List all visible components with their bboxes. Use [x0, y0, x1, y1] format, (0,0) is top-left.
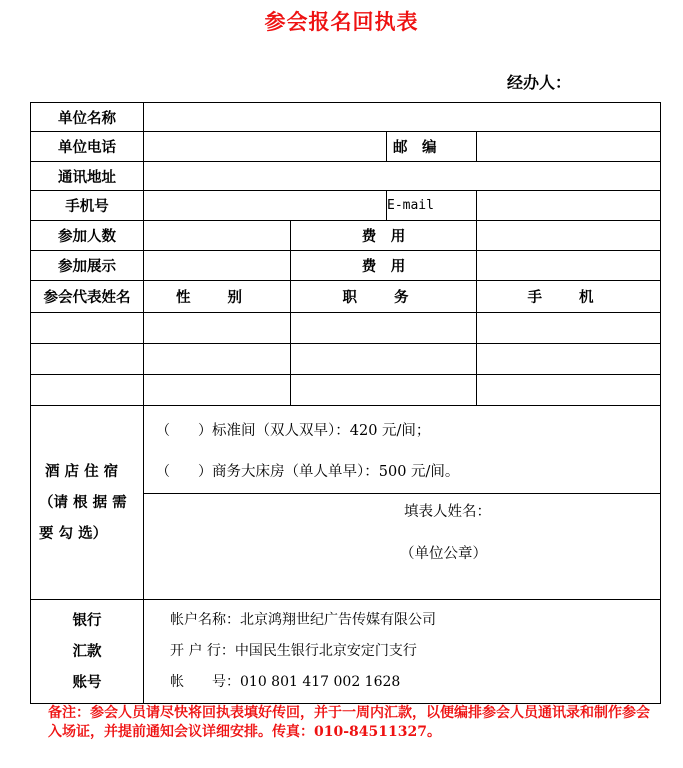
attendees-label: 参加人数	[31, 221, 144, 251]
hotel-label-line1: 酒 店 住 宿	[45, 463, 119, 480]
exhibit-field[interactable]	[144, 251, 291, 281]
table-row	[31, 344, 661, 375]
address-label: 通讯地址	[31, 162, 144, 191]
email-field[interactable]	[477, 191, 661, 221]
fee-field-2[interactable]	[477, 251, 661, 281]
hotel-label	[31, 406, 144, 600]
note-text: 备注：参会人员请尽快将回执表填好传回，并于一周内汇款，以便编排参会人员通讯录和制作参会入场证，并提前通知会议详细安排。传真：010-84511327。	[48, 705, 650, 740]
hotel-option2-label: 商务大床房（单人单早）：500 元/间。	[212, 463, 460, 480]
postcode-field[interactable]	[477, 132, 661, 162]
bank-label-line1: 银行	[72, 612, 102, 629]
delegate-name-cell[interactable]	[31, 344, 144, 375]
hotel-option2-checkbox[interactable]: （ ）	[156, 463, 212, 480]
seal-label: （单位公章）	[400, 546, 487, 562]
filler-name-label: 填表人姓名：	[404, 504, 491, 520]
address-field[interactable]	[144, 162, 661, 191]
table-row	[31, 375, 661, 406]
delegate-name-cell[interactable]	[31, 313, 144, 344]
fee-field-1[interactable]	[477, 221, 661, 251]
delegate-name-header: 参会代表姓名	[31, 281, 144, 313]
position-cell[interactable]	[291, 375, 477, 406]
filler-cell	[144, 494, 661, 600]
cellphone-header: 手 机	[477, 281, 661, 313]
position-cell[interactable]	[291, 344, 477, 375]
registration-form	[30, 102, 661, 704]
bank-label-line3: 账号	[72, 674, 102, 691]
email-label: E-mail	[387, 191, 477, 221]
table-row	[31, 313, 661, 344]
mobile-label: 手机号	[31, 191, 144, 221]
gender-cell[interactable]	[144, 344, 291, 375]
postcode-label: 邮 编	[387, 132, 477, 162]
gender-cell[interactable]	[144, 375, 291, 406]
unit-phone-label: 单位电话	[31, 132, 144, 162]
fee-label-1: 费 用	[291, 221, 477, 251]
account-name: 帐户名称：北京鸿翔世纪广告传媒有限公司	[170, 612, 436, 628]
gender-cell[interactable]	[144, 313, 291, 344]
delegate-name-cell[interactable]	[31, 375, 144, 406]
hotel-label-line3: 要 勾 选）	[39, 525, 108, 542]
cellphone-cell[interactable]	[477, 313, 661, 344]
position-header: 职 务	[291, 281, 477, 313]
hotel-options	[144, 406, 661, 494]
fee-label-2: 费 用	[291, 251, 477, 281]
handler-label: 经办人：	[507, 73, 572, 92]
hotel-option1-checkbox[interactable]: （ ）	[156, 422, 212, 439]
unit-name-field[interactable]	[144, 103, 661, 132]
page-title: 参会报名回执表	[264, 9, 419, 34]
mobile-field[interactable]	[144, 191, 387, 221]
position-cell[interactable]	[291, 313, 477, 344]
hotel-label-line2: （请 根 据 需	[39, 494, 127, 511]
bank-name: 开 户 行：中国民生银行北京安定门支行	[170, 643, 417, 659]
bank-details	[144, 600, 661, 704]
bank-label-line2: 汇款	[72, 643, 102, 660]
account-number: 帐 号：010 801 417 002 1628	[170, 674, 401, 690]
attendees-field[interactable]	[144, 221, 291, 251]
hotel-option1-label: 标准间（双人双早）：420 元/间；	[212, 422, 431, 439]
unit-name-label: 单位名称	[31, 103, 144, 132]
cellphone-cell[interactable]	[477, 375, 661, 406]
bank-label	[31, 600, 144, 704]
gender-header: 性 别	[144, 281, 291, 313]
unit-phone-field[interactable]	[144, 132, 387, 162]
cellphone-cell[interactable]	[477, 344, 661, 375]
exhibit-label: 参加展示	[31, 251, 144, 281]
